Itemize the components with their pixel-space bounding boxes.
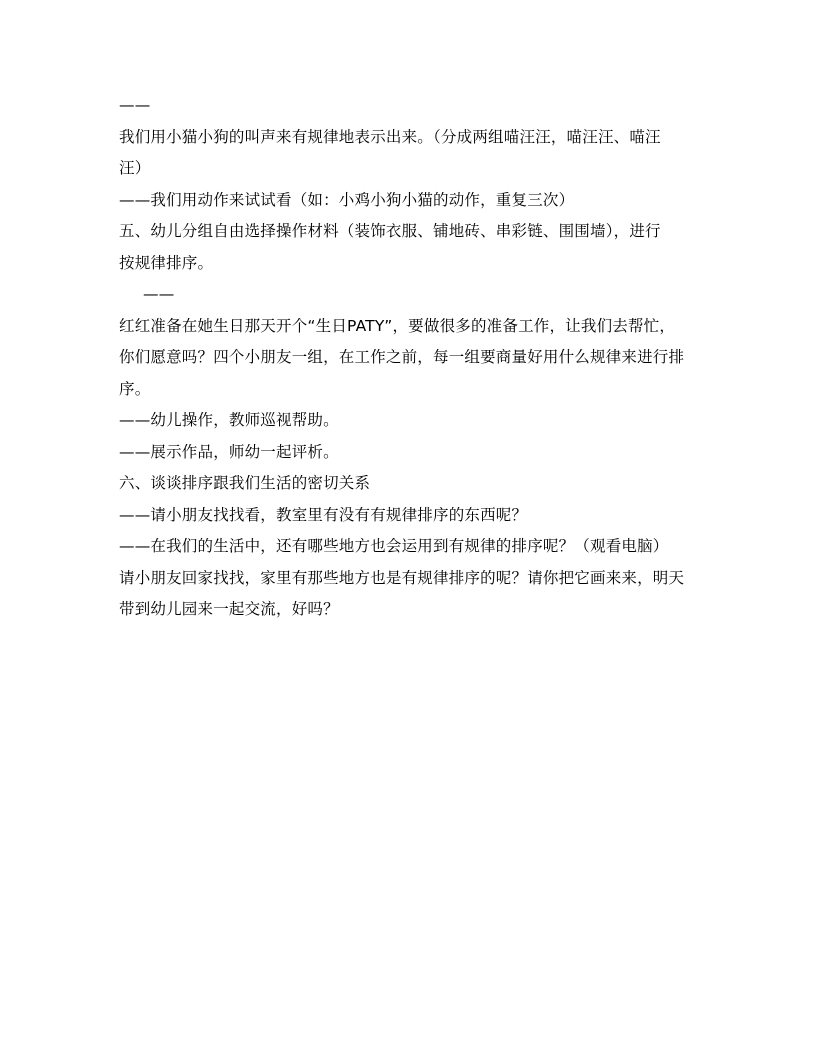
text-line: 红红准备在她生日那天开个“生日PATY”，要做很多的准备工作，让我们去帮忙，	[119, 316, 676, 335]
text-line: 按规律排序。	[119, 253, 214, 272]
text-line: 汪）	[119, 159, 151, 177]
text-line: ——请小朋友找找看，教室里有没有有规律排序的东西呢？	[119, 505, 528, 524]
text-line: ——	[143, 285, 175, 303]
text-line: 请小朋友回家找找，家里有那些地方也是有规律排序的呢？请你把它画来来，明天	[119, 568, 685, 587]
text-line: ——在我们的生活中，还有哪些地方也会运用到有规律的排序呢？（观看电脑）	[119, 537, 669, 555]
text-line: ——幼儿操作，教师巡视帮助。	[119, 411, 339, 429]
document-page	[119, 90, 699, 626]
text-line: 你们愿意吗？四个小朋友一组，在工作之前，每一组要商量好用什么规律来进行排	[119, 348, 685, 366]
text-line: 带到幼儿园来一起交流，好吗？	[119, 600, 339, 618]
text-line: ——	[119, 96, 151, 114]
text-line: ——展示作品，师幼一起评析。	[119, 442, 339, 461]
text-line: 五、幼儿分组自由选择操作材料（装饰衣服、铺地砖、串彩链、围围墙），进行	[119, 222, 661, 240]
text-line: 序。	[119, 379, 151, 398]
text-line: ——我们用动作来试试看（如：小鸡小狗小猫的动作，重复三次）	[119, 190, 575, 209]
text-line: 我们用小猫小狗的叫声来有规律地表示出来。（分成两组喵汪汪，喵汪汪、喵汪	[119, 127, 661, 146]
text-line: 六、谈谈排序跟我们生活的密切关系	[119, 474, 371, 492]
